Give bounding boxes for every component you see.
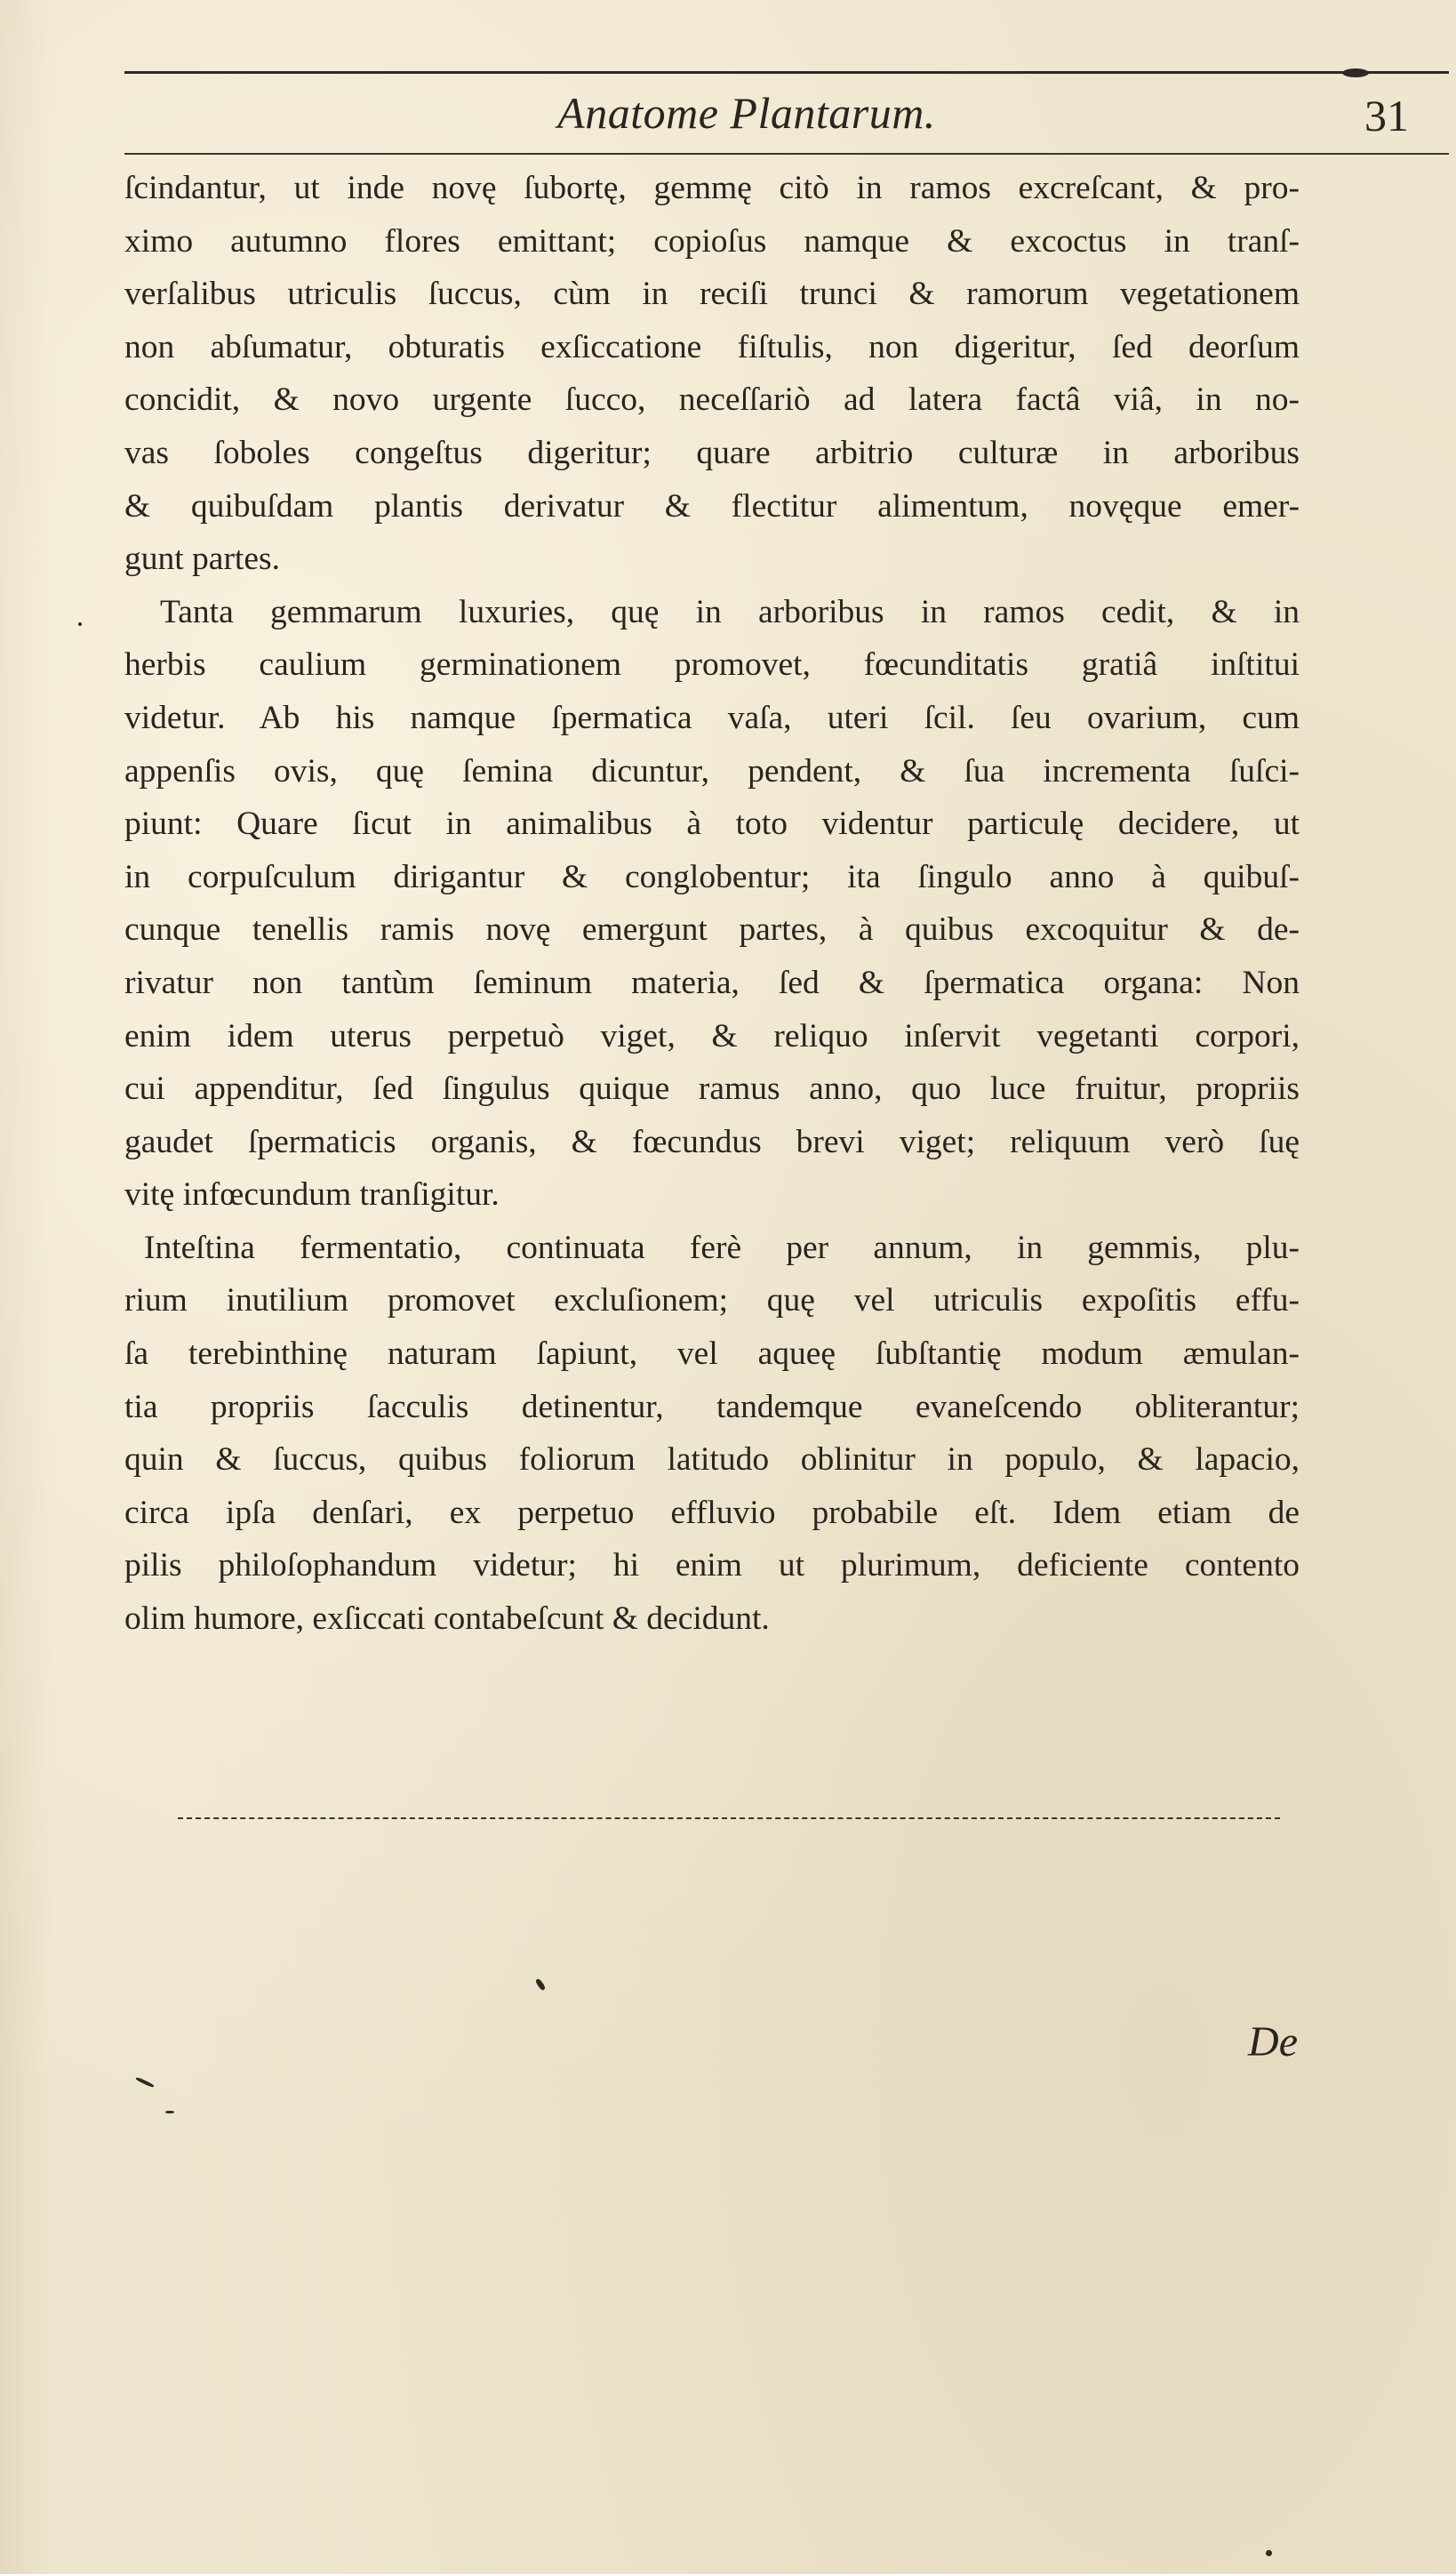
text-line: gunt partes. xyxy=(124,541,280,578)
text-line: ſcindantur, ut inde novę ſubortę, gemmę citò in ramos excreſcant, & pro- xyxy=(124,170,1300,206)
ink-speck xyxy=(1266,2550,1272,2556)
text-line: in corpuſculum dirigantur & conglobentur; ita ſingulo anno à quibuſ- xyxy=(124,858,1300,895)
text-line: ſa terebinthinę naturam ſapiunt, vel aqueę ſubſtantię modum æmulan- xyxy=(124,1335,1300,1373)
text-line: pilis philoſophandum videtur; hi enim ut plurimum, deficiente contento xyxy=(124,1547,1300,1584)
text-line: rium inutilium promovet excluſionem; quę vel utriculis expoſitis effu- xyxy=(124,1282,1300,1319)
text-line: concidit, & novo urgente ſucco, neceſſariò ad latera factâ viâ, in no- xyxy=(124,381,1300,419)
text-line: videtur. Ab his namque ſpermatica vaſa, uteri ſcil. ſeu ovarium, cum xyxy=(124,699,1300,736)
text-line: herbis caulium germinationem promovet, fœcunditatis gratiâ inſtitui xyxy=(124,646,1300,684)
paragraph-start-line: Inteſtina fermentatio, continuata ferè per annum, in gemmis, plu- xyxy=(144,1229,1300,1266)
ink-speck xyxy=(135,2077,155,2089)
text-line: rivatur non tantùm ſeminum materia, ſed & ſpermatica organa: Non xyxy=(124,964,1300,1001)
text-line: olim humore, exſiccati contabeſcunt & decidunt. xyxy=(124,1600,770,1638)
text-line: vitę infœcundum tranſigitur. xyxy=(124,1176,500,1214)
text-line: vas ſoboles congeſtus digeritur; quare arbitrio culturæ in arboribus xyxy=(124,434,1300,471)
header-top-rule xyxy=(124,71,1449,74)
text-line: non abſumatur, obturatis exſiccatione fiſtulis, non digeritur, ſed deorſum xyxy=(124,328,1300,365)
page-number: 31 xyxy=(1364,91,1409,140)
text-line: verſalibus utriculis ſuccus, cùm in reciſi trunci & ramorum vegetationem xyxy=(124,276,1300,313)
text-line: tia propriis ſacculis detinentur, tandemque evaneſcendo obliterantur; xyxy=(124,1388,1300,1425)
text-line: & quibuſdam plantis derivatur & flectitur alimentum, novęque emer- xyxy=(124,487,1300,525)
text-line: piunt: Quare ſicut in animalibus à toto videntur particulę decidere, ut xyxy=(124,806,1300,843)
body-text xyxy=(124,162,1300,1646)
text-line: circa ipſa denſari, ex perpetuo effluvio probabile eſt. Idem etiam de xyxy=(124,1494,1300,1531)
catchword: De xyxy=(1248,2018,1298,2065)
ink-speck xyxy=(78,622,82,626)
text-line: enim idem uterus perpetuò viget, & reliquo inſervit vegetanti corpori, xyxy=(124,1017,1300,1054)
section-divider-rule xyxy=(178,1817,1280,1819)
ink-speck xyxy=(535,1978,547,1992)
text-line: ximo autumno flores emittant; copioſus namque & excoctus in tranſ- xyxy=(124,222,1300,260)
ink-speck xyxy=(165,2111,174,2113)
header-bottom-rule xyxy=(124,153,1449,155)
text-line: appenſis ovis, quę ſemina dicuntur, pendent, & ſua incrementa ſuſci- xyxy=(124,752,1300,790)
text-line: quin & ſuccus, quibus foliorum latitudo oblinitur in populo, & lapacio, xyxy=(124,1441,1300,1479)
text-line: cui appenditur, ſed ſingulus quique ramus anno, quo luce fruitur, propriis xyxy=(124,1070,1300,1108)
running-head: Anatome Plantarum. xyxy=(557,88,936,138)
text-line: gaudet ſpermaticis organis, & fœcundus brevi viget; reliquum verò ſuę xyxy=(124,1123,1300,1160)
paragraph-start-line: Tanta gemmarum luxuries, quę in arboribus in ramos cedit, & in xyxy=(160,593,1300,630)
text-line: cunque tenellis ramis novę emergunt partes, à quibus excoquitur & de- xyxy=(124,911,1300,949)
